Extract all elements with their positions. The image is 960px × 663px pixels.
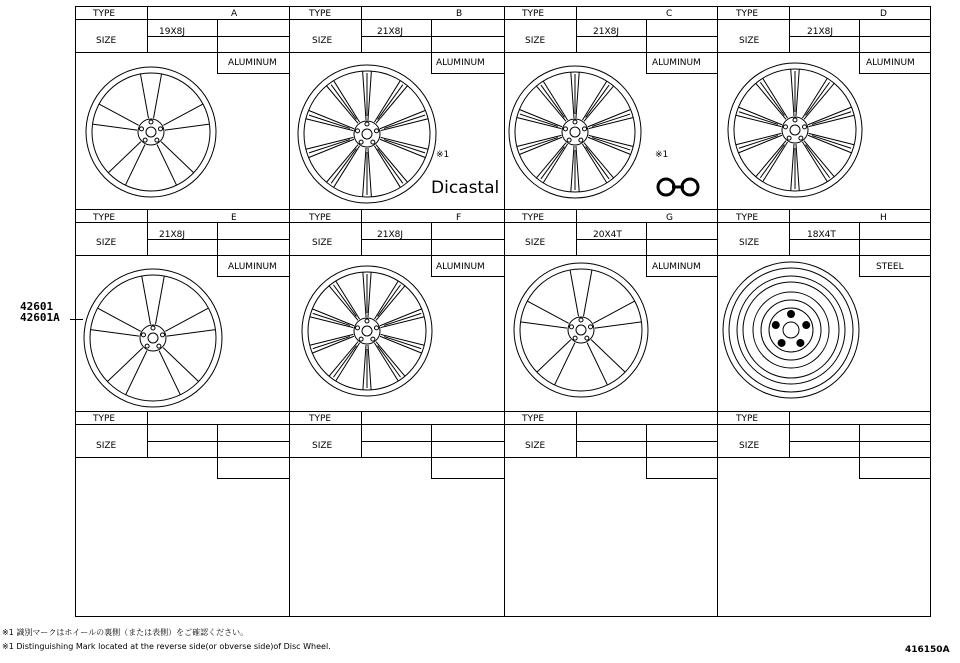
wheel-spoke	[161, 142, 194, 173]
wheel-spoke	[326, 145, 358, 183]
wheel-hub	[354, 318, 380, 344]
wheel-spoke	[588, 110, 631, 127]
wheel-spoke	[384, 313, 421, 325]
wheel-spoke	[519, 110, 562, 127]
size-value-f: 21X8J	[377, 230, 403, 240]
lug-hole	[151, 326, 155, 330]
wheel-spoke	[541, 147, 565, 179]
wheel-spoke	[140, 74, 148, 118]
wheel-spoke	[368, 148, 371, 197]
wheel-spoke	[306, 137, 354, 149]
note-mark-c: ※1	[655, 150, 669, 160]
wheel-spoke	[760, 145, 784, 178]
wheel-spoke	[142, 276, 151, 324]
lug-hole	[149, 120, 153, 124]
size-label: SIZE	[525, 238, 546, 248]
wheel-spoke	[521, 322, 568, 328]
wheel-illustration	[723, 262, 859, 398]
wheel-spoke	[589, 135, 634, 146]
wheel-spoke	[378, 149, 403, 184]
wheel-spoke	[791, 144, 794, 191]
wheel-spoke	[760, 82, 784, 115]
size-value-d: 21X8J	[807, 27, 833, 37]
wheel-spoke	[808, 135, 852, 153]
type-value-g: G	[666, 213, 673, 223]
size-value-c: 21X8J	[593, 27, 619, 37]
wheel-spoke	[586, 85, 610, 117]
wheel-rim-inner	[90, 275, 216, 401]
lug-hole	[803, 125, 807, 129]
wheel-spoke	[571, 72, 574, 118]
wheel-spoke	[808, 107, 852, 125]
lug-nut	[788, 311, 795, 318]
wheel-spoke	[381, 334, 425, 345]
wheel-spoke	[333, 285, 356, 317]
wheel-spoke	[812, 112, 851, 125]
wheel-spoke	[555, 343, 575, 385]
wheel-spoke	[98, 308, 141, 331]
wheel-rim	[86, 67, 216, 197]
wheel-spoke	[313, 337, 350, 349]
wheel-ring	[761, 300, 821, 360]
type-label: TYPE	[522, 414, 545, 424]
wheel-spoke	[576, 146, 579, 192]
type-label: TYPE	[309, 9, 332, 19]
wheel-spoke	[812, 136, 851, 149]
type-label: TYPE	[93, 9, 116, 19]
size-label: SIZE	[96, 238, 117, 248]
wheel-rim	[84, 269, 222, 407]
lug-nut	[803, 322, 810, 329]
type-label: TYPE	[736, 414, 759, 424]
lug-hole	[783, 125, 787, 129]
wheel-spoke	[376, 86, 408, 124]
lug-hole	[159, 127, 163, 131]
size-label: SIZE	[312, 36, 333, 46]
wheel-illustration	[298, 65, 436, 203]
material-a: ALUMINUM	[228, 58, 277, 68]
wheel-center-cap	[362, 326, 372, 336]
wheel-spoke	[804, 83, 834, 119]
wheel-spoke	[756, 83, 786, 119]
size-value-e: 21X8J	[159, 230, 185, 240]
wheel-spoke	[376, 145, 408, 183]
wheel-spoke	[107, 348, 142, 382]
wheel-hub	[354, 121, 380, 147]
lug-hole	[355, 129, 359, 133]
wheel-spoke	[309, 115, 350, 128]
size-label: SIZE	[312, 441, 333, 451]
wheel-spoke	[537, 340, 571, 372]
logo-ring	[658, 179, 674, 195]
wheel-spoke	[806, 145, 830, 178]
wheel-spoke	[584, 86, 614, 121]
wheel-spoke	[378, 346, 401, 378]
size-value-h: 18X4T	[807, 230, 836, 240]
wheel-spoke	[809, 133, 855, 144]
size-label: SIZE	[739, 441, 760, 451]
material-d: ALUMINUM	[866, 58, 915, 68]
size-label: SIZE	[96, 36, 117, 46]
type-value-d: D	[880, 9, 887, 19]
wheel-spoke	[543, 144, 567, 183]
wheel-spoke	[739, 112, 778, 125]
wheel-spoke	[570, 270, 578, 316]
lug-hole	[365, 319, 369, 323]
wheel-spoke	[536, 86, 566, 121]
wheel-hub	[782, 117, 808, 143]
wheel-spoke	[376, 342, 405, 376]
lug-hole	[567, 138, 571, 142]
type-value-h: H	[880, 213, 887, 223]
wheel-spoke	[125, 145, 145, 186]
lug-hole	[359, 337, 363, 341]
lug-hole	[355, 326, 359, 330]
wheel-spoke	[593, 301, 634, 323]
wheel-spoke	[363, 272, 366, 317]
wheel-spoke	[582, 81, 606, 120]
lug-hole	[359, 140, 363, 144]
wheel-spoke	[313, 313, 350, 325]
wheel-spoke	[329, 286, 358, 320]
lug-hole	[155, 138, 159, 142]
wheel-spoke	[738, 107, 782, 125]
type-label: TYPE	[522, 9, 545, 19]
type-value-f: F	[456, 213, 462, 223]
wheel-spoke	[806, 82, 830, 115]
wheel-spoke	[736, 133, 782, 144]
wheel-spoke	[796, 144, 799, 191]
wheel-rim	[514, 263, 648, 397]
material-b: ALUMINUM	[436, 58, 485, 68]
wheel-spoke	[368, 272, 371, 317]
lug-hole	[375, 326, 379, 330]
logo-ring	[682, 179, 698, 195]
wheel-spoke	[167, 330, 216, 337]
lug-hole	[563, 127, 567, 131]
wheel-spoke	[374, 281, 398, 319]
wheel-spoke	[333, 346, 356, 378]
wheel-spoke	[154, 74, 162, 118]
wheel-spoke	[756, 141, 786, 177]
part-number-1: 42601	[20, 300, 54, 313]
wheel-spoke	[802, 142, 827, 182]
wheel-spoke	[363, 148, 366, 197]
size-label: SIZE	[739, 36, 760, 46]
wheel-illustration	[728, 63, 862, 197]
wheel-center-cap	[576, 325, 586, 335]
wheel-spoke	[306, 119, 354, 131]
size-label: SIZE	[312, 238, 333, 248]
wheel-illustration	[84, 269, 222, 407]
type-label: TYPE	[736, 9, 759, 19]
lug-hole	[573, 120, 577, 124]
wheel-spoke	[381, 119, 429, 131]
wheel-spoke	[582, 144, 606, 183]
wheel-spoke	[126, 351, 147, 395]
wheel-center-cap	[146, 127, 156, 137]
lug-hole	[139, 127, 143, 131]
wheel-spoke	[157, 145, 177, 186]
wheel-spoke	[334, 146, 360, 188]
lug-hole	[143, 138, 147, 142]
wheel-spoke	[309, 139, 354, 157]
wheel-spoke	[336, 343, 360, 381]
wheel-spoke	[312, 336, 354, 353]
material-f: ALUMINUM	[436, 262, 485, 272]
wheel-spoke	[796, 69, 799, 116]
type-value-e: E	[231, 213, 237, 223]
wheel-spoke	[571, 146, 574, 192]
wheel-spoke	[517, 135, 562, 146]
lug-hole	[787, 136, 791, 140]
wheel-spoke	[312, 309, 354, 326]
wheel-spoke	[592, 138, 630, 150]
wheel-spoke	[519, 137, 562, 154]
lug-nut	[797, 339, 804, 346]
wheel-spoke	[165, 124, 210, 130]
wheel-center-cap	[148, 333, 158, 343]
wheel-center-cap	[790, 125, 800, 135]
wheel-spoke	[310, 317, 354, 328]
type-value-a: A	[231, 9, 238, 19]
wheel-spoke	[591, 340, 625, 372]
wheel-spoke	[331, 85, 356, 120]
wheel-spoke	[738, 135, 782, 153]
lug-hole	[141, 333, 145, 337]
wheel-hub	[140, 325, 166, 351]
wheel-spoke	[374, 81, 400, 123]
type-label: TYPE	[309, 213, 332, 223]
wheel-spoke	[589, 117, 634, 128]
wheel-spoke	[588, 137, 631, 154]
lug-hole	[793, 118, 797, 122]
wheel-rim-inner	[729, 268, 853, 392]
wheel-spoke	[331, 149, 356, 184]
type-label: TYPE	[309, 414, 332, 424]
wheel-spoke	[91, 330, 140, 337]
lug-hole	[585, 336, 589, 340]
wheel-spoke	[163, 104, 203, 125]
type-value-c: C	[666, 9, 673, 19]
wheel-spoke	[363, 345, 366, 390]
wheel-spoke	[378, 285, 401, 317]
wheel-spoke	[378, 85, 403, 120]
material-g: ALUMINUM	[652, 262, 701, 272]
size-value-a: 19X8J	[159, 27, 185, 37]
wheel-spoke	[809, 115, 855, 126]
lug-nut	[772, 322, 779, 329]
lug-hole	[365, 122, 369, 126]
wheel-spoke	[380, 336, 422, 353]
material-c: ALUMINUM	[652, 58, 701, 68]
footnote-en: ※1 Distinguishing Mark located at the reverse side(or obverse side)of Disc Wheel.	[2, 642, 331, 651]
wheel-spoke	[326, 86, 358, 124]
wheel-spoke	[527, 301, 568, 323]
wheel-center-cap	[362, 129, 372, 139]
material-e: ALUMINUM	[228, 262, 277, 272]
wheel-illustration	[514, 263, 648, 397]
wheel-hub	[562, 119, 588, 145]
wheel-spoke	[520, 114, 558, 126]
part-number	[20, 301, 60, 323]
wheel-spoke	[384, 140, 425, 153]
type-label: TYPE	[736, 213, 759, 223]
lug-hole	[579, 318, 583, 322]
footnote-jp: ※1 識別マークはホイールの裏側（または表側）をご確認ください。	[2, 628, 249, 637]
wheel-spoke	[380, 139, 425, 157]
size-value-b: 21X8J	[377, 27, 403, 37]
lug-hole	[371, 140, 375, 144]
lug-hole	[583, 127, 587, 131]
wheel-rim-inner	[92, 73, 210, 191]
wheel-spoke	[804, 141, 834, 177]
lug-nut	[778, 339, 785, 346]
lug-hole	[161, 333, 165, 337]
wheel-spoke	[363, 71, 366, 120]
wheel-spoke	[334, 81, 360, 123]
lug-hole	[375, 129, 379, 133]
wheel-spoke	[156, 276, 165, 324]
wheel-spoke	[99, 104, 139, 125]
lug-hole	[157, 344, 161, 348]
wheel-illustration	[302, 266, 432, 396]
wheel-spoke	[384, 337, 421, 349]
lug-hole	[145, 344, 149, 348]
wheel-rim-inner	[520, 269, 642, 391]
wheel-spoke	[584, 143, 614, 178]
wheel-spoke	[165, 308, 208, 331]
size-label: SIZE	[739, 238, 760, 248]
type-value-b: B	[456, 9, 463, 19]
wheel-spoke	[374, 146, 400, 188]
wheel-spoke	[520, 138, 558, 150]
wheel-spoke	[381, 317, 425, 328]
wheel-spoke	[587, 343, 607, 385]
wheel-spoke	[384, 115, 425, 128]
wheel-illustration	[86, 67, 216, 197]
wheel-spoke	[739, 136, 778, 149]
wheel-spoke	[541, 85, 565, 117]
wheel-hub	[568, 317, 594, 343]
wheel-spoke	[368, 345, 371, 390]
dicastal-logo: Dicastal	[431, 178, 500, 198]
note-mark-b: ※1	[436, 150, 450, 160]
wheel-illustration	[509, 66, 641, 198]
wheel-spoke	[586, 147, 610, 179]
part-number-2: 42601A	[20, 311, 60, 324]
wheel-spoke	[595, 322, 642, 328]
wheel-spoke	[381, 137, 429, 149]
wheel-spoke	[159, 351, 180, 395]
wheel-spoke	[543, 81, 567, 120]
wheel-spoke	[802, 78, 827, 118]
wheel-ring	[753, 292, 829, 368]
wheel-spoke	[310, 334, 354, 345]
wheel-spoke	[93, 124, 138, 130]
lug-hole	[799, 136, 803, 140]
wheel-spoke	[336, 281, 360, 319]
type-label: TYPE	[522, 213, 545, 223]
wheel-spoke	[374, 343, 398, 381]
size-label: SIZE	[525, 441, 546, 451]
wheel-spoke	[368, 71, 371, 120]
wheel-spoke	[736, 115, 782, 126]
lug-hole	[579, 138, 583, 142]
wheel-hub	[783, 322, 799, 338]
wheel-spoke	[163, 348, 198, 382]
wheel-spoke	[380, 309, 422, 326]
wheel-spoke	[376, 286, 405, 320]
wheel-spoke	[763, 78, 788, 118]
wheel-spoke	[791, 69, 794, 116]
wheel-spoke	[536, 143, 566, 178]
type-label: TYPE	[93, 414, 116, 424]
lug-hole	[371, 337, 375, 341]
size-label: SIZE	[96, 441, 117, 451]
lug-hole	[573, 336, 577, 340]
lug-hole	[589, 325, 593, 329]
wheel-spoke	[329, 342, 358, 376]
wheel-spoke	[309, 140, 350, 153]
wheel-spoke	[592, 114, 630, 126]
maker-logo-icon	[658, 179, 698, 195]
wheel-spoke	[576, 72, 579, 118]
wheel-spoke	[763, 142, 788, 182]
wheel-spoke	[517, 117, 562, 128]
wheel-center-cap	[570, 127, 580, 137]
wheel-ring	[743, 282, 839, 378]
wheel-spoke	[380, 110, 425, 128]
wheel-hub	[138, 119, 164, 145]
wheel-spoke	[309, 110, 354, 128]
size-label: SIZE	[525, 36, 546, 46]
size-value-g: 20X4T	[593, 230, 622, 240]
material-h: STEEL	[876, 262, 904, 272]
lug-hole	[569, 325, 573, 329]
type-label: TYPE	[93, 213, 116, 223]
wheel-spoke	[584, 270, 592, 316]
wheel-spoke	[108, 142, 141, 173]
diagram-id: 416150A	[905, 645, 950, 655]
